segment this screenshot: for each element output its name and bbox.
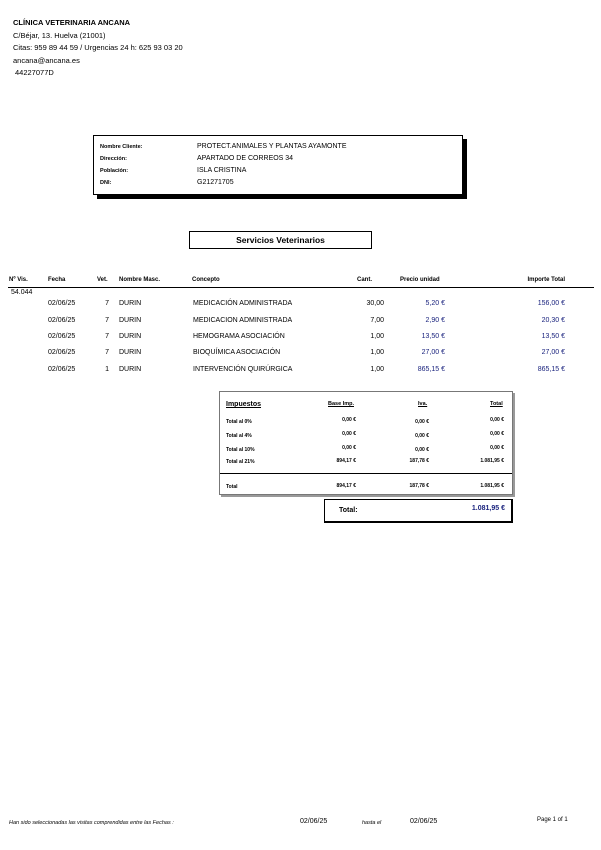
- grand-total-box: [324, 499, 513, 523]
- tax-row-total: 0,00 €: [490, 431, 504, 437]
- taxes-col-iva: Iva.: [418, 401, 428, 407]
- row-vet: 7: [105, 349, 109, 356]
- row-importe: 865,15 €: [537, 366, 565, 373]
- row-cant: 7,00: [370, 317, 384, 324]
- taxes-col-total: Total: [490, 401, 503, 407]
- taxes-title: Impuestos: [226, 401, 262, 408]
- client-address-label: Dirección:: [100, 156, 127, 162]
- row-cant: 1,00: [370, 349, 384, 356]
- tax-row-iva: 0,00 €: [415, 433, 429, 439]
- tax-sum-base: 894,17 €: [336, 483, 356, 489]
- row-precio: 13,50 €: [421, 333, 445, 340]
- row-precio: 2,90 €: [425, 317, 445, 324]
- tax-sum-total: 1.081,95 €: [480, 483, 504, 489]
- client-city-label: Población:: [100, 168, 129, 174]
- client-name: PROTECT.ANIMALES Y PLANTAS AYAMONTE: [197, 143, 347, 150]
- row-precio: 27,00 €: [421, 349, 445, 356]
- client-box: [93, 135, 463, 195]
- taxes-col-base: Base Imp.: [328, 401, 354, 407]
- row-concepto: BIOQUÍMICA ASOCIACIÓN: [193, 349, 281, 356]
- row-precio: 865,15 €: [417, 366, 445, 373]
- row-mascota: DURIN: [119, 366, 142, 373]
- row-importe: 13,50 €: [541, 333, 565, 340]
- section-title: Servicios Veterinarios: [189, 231, 372, 249]
- tax-row-base: 0,00 €: [342, 431, 356, 437]
- row-fecha: 02/06/25: [48, 366, 76, 373]
- tax-row-base: 894,17 €: [336, 458, 356, 464]
- client-name-label: Nombre Cliente:: [100, 144, 143, 150]
- page-number: Page 1 of 1: [537, 817, 568, 823]
- tax-row-label: Total al 21%: [226, 459, 255, 465]
- row-mascota: DURIN: [119, 349, 142, 356]
- clinic-tax-id: 44227077D: [15, 68, 54, 77]
- row-fecha: 02/06/25: [48, 317, 76, 324]
- row-cant: 1,00: [370, 366, 384, 373]
- table-header-rule: [8, 287, 594, 288]
- row-concepto: INTERVENCIÓN QUIRÚRGICA: [193, 366, 293, 373]
- tax-row-label: Total al 10%: [226, 447, 255, 453]
- tax-row-label: Total al 4%: [226, 433, 252, 439]
- client-city: ISLA CRISTINA: [197, 167, 247, 174]
- row-cant: 1,00: [370, 333, 384, 340]
- tax-row-total: 1.081,95 €: [480, 458, 504, 464]
- row-importe: 20,30 €: [541, 317, 565, 324]
- tax-sum-iva: 187,78 €: [409, 483, 429, 489]
- row-fecha: 02/06/25: [48, 333, 76, 340]
- tax-row-total: 0,00 €: [490, 445, 504, 451]
- row-concepto: MEDICACION ADMINISTRADA: [193, 317, 293, 324]
- clinic-email: ancana@ancana.es: [13, 55, 80, 65]
- col-mascota: Nombre Masc.: [119, 277, 161, 283]
- row-concepto: HEMOGRAMA ASOCIACIÓN: [193, 333, 285, 340]
- tax-row-base: 0,00 €: [342, 417, 356, 423]
- grand-total-value: 1.081,95 €: [471, 505, 505, 512]
- client-dni: G21271705: [197, 179, 234, 186]
- taxes-box: [219, 391, 513, 495]
- tax-row-iva: 0,00 €: [415, 447, 429, 453]
- col-importe: Importe Total: [527, 277, 565, 283]
- footer-note: Han sido seleccionadas las visitas comprendidas entre las Fechas :: [9, 820, 174, 826]
- col-concepto: Concepto: [192, 277, 220, 283]
- col-num-vis: Nº Vis.: [9, 277, 28, 283]
- visit-number: 54.044: [11, 289, 33, 296]
- col-precio: Precio unidad: [400, 277, 440, 283]
- row-fecha: 02/06/25: [48, 300, 76, 307]
- client-address: APARTADO DE CORREOS 34: [197, 155, 294, 162]
- row-mascota: DURIN: [119, 300, 142, 307]
- footer-date-to: 02/06/25: [410, 818, 438, 825]
- tax-row-total: 0,00 €: [490, 417, 504, 423]
- tax-row-iva: 187,78 €: [409, 458, 429, 464]
- row-mascota: DURIN: [119, 333, 142, 340]
- taxes-separator: [220, 473, 512, 474]
- row-mascota: DURIN: [119, 317, 142, 324]
- clinic-header: [13, 17, 183, 80]
- tax-row-iva: 0,00 €: [415, 419, 429, 425]
- row-vet: 7: [105, 317, 109, 324]
- row-concepto: MEDICACIÓN ADMINISTRADA: [193, 300, 293, 307]
- row-vet: 7: [105, 333, 109, 340]
- tax-row-label: Total al 0%: [226, 419, 252, 425]
- col-vet: Vet.: [97, 277, 108, 283]
- row-vet: 7: [105, 300, 109, 307]
- row-importe: 156,00 €: [537, 300, 565, 307]
- footer-date-from: 02/06/25: [300, 818, 328, 825]
- col-cant: Cant.: [357, 277, 372, 283]
- clinic-address: C/Béjar, 13. Huelva (21001): [13, 30, 106, 40]
- clinic-phones: Citas: 959 89 44 59 / Urgencias 24 h: 625 93 03 20: [13, 43, 183, 52]
- tax-row-base: 0,00 €: [342, 445, 356, 451]
- row-cant: 30,00: [366, 300, 384, 307]
- row-fecha: 02/06/25: [48, 349, 76, 356]
- col-fecha: Fecha: [48, 277, 66, 283]
- clinic-name: CLÍNICA VETERINARIA ANCANA: [13, 18, 131, 27]
- row-precio: 5,20 €: [425, 300, 445, 307]
- footer-hasta: hasta el: [362, 820, 382, 826]
- row-importe: 27,00 €: [541, 349, 565, 356]
- tax-sum-label: Total: [226, 484, 238, 490]
- client-dni-label: DNI:: [100, 180, 112, 186]
- row-vet: 1: [105, 366, 109, 373]
- grand-total-label: Total:: [339, 507, 358, 514]
